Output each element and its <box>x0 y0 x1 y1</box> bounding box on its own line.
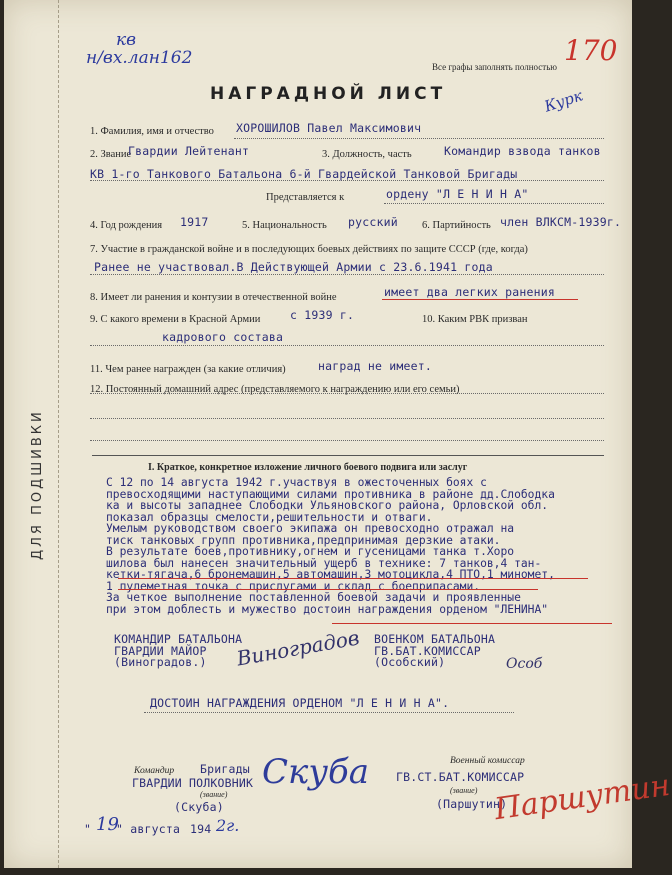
feat-line: 1 пулеметная точка с прислугами и склад с боеприпасами. <box>106 579 481 593</box>
feat-line: кетки-тягача,6 бронемашин,5 автомашин,3 мотоцикла,4 ПТО,1 миномет, <box>106 568 555 581</box>
line-conclusion <box>144 712 514 713</box>
battalion-commander-name: (Виноградов.) <box>114 655 207 669</box>
brigade-commander-name: (Скуба) <box>174 800 224 814</box>
value-party: член ВЛКСМ-1939г. <box>500 215 622 229</box>
line-award <box>384 203 604 204</box>
battalion-commissar-rank: ГВ.БАТ.КОМИССАР <box>374 643 481 658</box>
value-wounds: имеет два легких ранения <box>384 285 555 299</box>
binding-text: ДЛЯ ПОДШИВКИ <box>30 409 45 560</box>
value-position: Командир взвода танков <box>444 144 601 158</box>
value-service-since: с 1939 г. <box>290 308 355 322</box>
rank-caption: (звание) <box>200 790 228 799</box>
military-commissar-printed: Военный комиссар <box>450 756 525 766</box>
label-position: 3. Должность, часть <box>322 149 412 160</box>
document-title: НАГРАДНОЙ ЛИСТ <box>210 84 447 104</box>
feat-description <box>106 477 606 615</box>
feat-line: Умелым руководством своего экипажа он превосходно отражал на <box>106 522 515 535</box>
label-name: 1. Фамилия, имя и отчество <box>90 126 214 137</box>
handwritten-number: 170 <box>564 34 618 67</box>
value-rvk: кадрового состава <box>162 330 284 344</box>
value-birth-year: 1917 <box>180 215 209 229</box>
date-month: " августа <box>116 822 181 836</box>
brigade-conclusion: ДОСТОИН НАГРАЖДЕНИЯ ОРДЕНОМ "Л Е Н И Н А". <box>150 696 450 710</box>
value-nationality: русский <box>348 215 398 229</box>
label-presented: Представляется к <box>266 192 345 203</box>
line-name <box>234 138 604 139</box>
feat-line: ка и высоты западнее Слободки Ульяновского района, Орловской обл. <box>106 499 549 512</box>
label-prior-awards: 11. Чем ранее награжден (за какие отличия) <box>90 364 286 375</box>
brigade-commissar-name: (Паршутин) <box>436 797 508 811</box>
underline-feat-1 <box>118 578 588 579</box>
feat-line: шилова был нанесен значительный ущерб в технике: 7 танков,4 тан- <box>106 556 542 570</box>
award-sheet <box>4 0 672 868</box>
battalion-commander-title: КОМАНДИР БАТАЛЬОНА <box>114 632 243 646</box>
signature-brigade-commissar: Паршутин <box>492 767 672 828</box>
feat-line: С 12 по 14 августа 1942 г.участвуя в ожесточенных боях с <box>106 476 487 489</box>
feat-line: показал образцы смелости,решительности и отваги. <box>106 510 433 524</box>
battalion-commander-block <box>114 634 242 669</box>
value-rank: Гвардии Лейтенант <box>128 144 250 158</box>
brigade-commander-word: Бригады <box>200 762 250 776</box>
label-birth-year: 4. Год рождения <box>90 220 163 231</box>
battalion-commissar-block <box>374 634 495 669</box>
date-open-quote: " <box>84 822 92 836</box>
handwritten-mark: Курк <box>542 86 585 116</box>
value-name: ХОРОШИЛОВ Павел Максимович <box>236 121 422 135</box>
underline-wounds <box>382 299 578 300</box>
signature-brigade-commander: Скуба <box>262 752 370 792</box>
handwritten-ref: н/вх.лан162 <box>86 48 193 68</box>
handwritten-code: кв <box>116 30 137 50</box>
battalion-commander-rank: ГВАРДИИ МАЙОР <box>114 643 207 658</box>
brigade-commander-printed: Командир <box>134 766 175 776</box>
binding-label <box>30 360 54 560</box>
feat-line: В результате боев,противнику,огнем и гусеницами танка т.Хоро <box>106 545 515 558</box>
value-prior-awards: наград не имеет. <box>318 359 432 373</box>
label-party: 6. Партийность <box>422 220 491 231</box>
label-service-since: 9. С какого времени в Красной Армии <box>90 314 261 325</box>
label-wounds: 8. Имеет ли ранения и контузии в отечественной войне <box>90 292 337 303</box>
section-divider <box>92 455 604 456</box>
signature-battalion-commissar: Особ <box>506 656 543 672</box>
feat-line: превосходящими наступающими силами противника в районе дд.Слободка <box>106 487 555 501</box>
battalion-commissar-title: ВОЕНКОМ БАТАЛЬОНА <box>374 632 496 646</box>
line-address-2 <box>90 440 604 441</box>
date-year: 194 <box>190 822 212 836</box>
label-rank: 2. Звание <box>90 149 132 160</box>
battalion-commissar-name: (Особский) <box>374 655 446 669</box>
date-day: 19 <box>96 814 119 835</box>
note-fill-all: Все графы заполнять полностью <box>432 62 558 72</box>
binding-line <box>58 0 59 868</box>
line-address-1 <box>90 418 604 419</box>
brigade-commander-rank: ГВАРДИИ ПОЛКОВНИК <box>132 776 254 790</box>
feat-line: тиск танковых групп противника,предпринимая дерзкие атаки. <box>106 533 501 547</box>
commissar-rank-caption: (звание) <box>450 786 478 795</box>
signature-battalion-commander: Виноградов <box>234 625 362 671</box>
brigade-commissar-rank: ГВ.СТ.БАТ.КОМИССАР <box>396 770 525 784</box>
underline-conclusion <box>332 623 612 624</box>
feat-line: при этом доблесть и мужество достоин награждения орденом "ЛЕНИНА" <box>106 602 549 616</box>
label-participation: 7. Участие в гражданской войне и в последующих боевых действиях по защите СССР (где, когда) <box>90 244 528 255</box>
value-participation: Ранее не участвовал.В Действующей Армии с 23.6.1941 года <box>94 260 493 274</box>
feat-line: За четкое выполнение поставленной боевой задачи и проявленные <box>106 591 521 604</box>
label-address: 12. Постоянный домашний адрес (представляемого к награждению или его семьи) <box>90 384 460 395</box>
date-year-handwritten: 2г. <box>216 816 240 835</box>
value-unit: КВ 1-го Танкового Батальона 6-й Гвардейской Танковой Бригады <box>90 167 518 181</box>
value-award: ордену "Л Е Н И Н А" <box>386 187 529 201</box>
line-rvk <box>90 345 604 346</box>
section-heading: I. Краткое, конкретное изложение личного боевого подвига или заслуг <box>148 462 468 473</box>
label-rvk: 10. Каким РВК призван <box>422 314 528 325</box>
label-nationality: 5. Национальность <box>242 220 327 231</box>
underline-feat-2 <box>118 589 538 590</box>
line-participation <box>90 274 604 275</box>
